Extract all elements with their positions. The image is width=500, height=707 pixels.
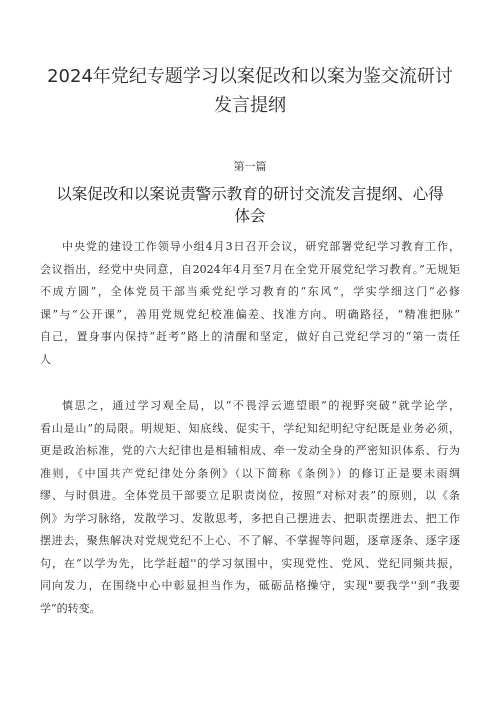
paragraph-2-line: 摆进去，聚焦解决对党规党纪不上心、不了解、不掌握等问题，逐章逐条、逐字逐 bbox=[40, 534, 460, 547]
paragraph-2-line: 准则，《中国共产党纪律处分条例》（以下简称《条例》）的修订正是要未雨绸 bbox=[40, 466, 460, 480]
paragraph-1-line: 自己，置身事内保持“赶考”路上的清醒和坚定，做好自己党纪学习的“第一责任 bbox=[40, 330, 460, 343]
paragraph-2-line: 更是政治标准，党的六大纪律也是相辅相成、牵一发动全身的严密知识体系、行为 bbox=[40, 444, 460, 457]
section-title-line1: 以案促改和以案说责警示教育的研讨交流发言提纲、心得 bbox=[56, 185, 444, 203]
paragraph-2-line: 同向发力，在围绕中心中彰显担当作为，砥砺品格操守，实现"要我学''到“我要 bbox=[40, 579, 460, 592]
paragraph-1-line: 课”与“公开课”，善用党规党纪校准偏差、找准方向、明确路径，“精准把脉” bbox=[40, 307, 460, 321]
paragraph-1 bbox=[40, 236, 460, 371]
paragraph-2-line: 缪、与时俱进。全体党员干部要立足职责岗位，按照“对标对表”的原则，以《条 bbox=[40, 489, 460, 502]
paragraph-2 bbox=[40, 395, 460, 620]
document-title-line1: 2024年党纪专题学习以案促改和以案为鉴交流研讨 bbox=[47, 66, 453, 87]
paragraph-1-line: 中央党的建设工作领导小组4月3日召开会议，研究部署党纪学习教育工作， bbox=[62, 240, 460, 253]
chapter-label: 第一篇 bbox=[233, 160, 267, 173]
paragraph-1-line: 会议指出，经党中央同意，自2024年4月至7月在全党开展党纪学习教育。”无规矩 bbox=[40, 262, 460, 276]
paragraph-2-line: 看山是山”的局限。明规矩、知底线、促实干，学纪知纪明纪守纪既是业务必须， bbox=[40, 421, 460, 435]
paragraph-2-line: 慎思之，通过学习观全局，以“不畏浮云遮望眼”的视野突破“就学论学， bbox=[62, 399, 460, 412]
paragraph-1-line: 人 bbox=[40, 352, 51, 366]
document-title-line2: 发言提纲 bbox=[214, 95, 286, 116]
section-title-line2: 体会 bbox=[234, 207, 266, 225]
paragraph-1-line: 不成方圆”，全体党员干部当乘党纪学习教育的“东风”，学实学细这门“必修 bbox=[40, 285, 460, 298]
paragraph-2-line: 句，在“以学为先，比学赶超''的学习氛围中，实现党性、党风、党纪同频共振， bbox=[40, 556, 460, 570]
paragraph-2-line: 例》为学习脉络，发散学习、发散思考，多把自己摆进去、把职责摆进去、把工作 bbox=[40, 511, 460, 525]
paragraph-2-line: 学”的转变。 bbox=[40, 601, 101, 615]
